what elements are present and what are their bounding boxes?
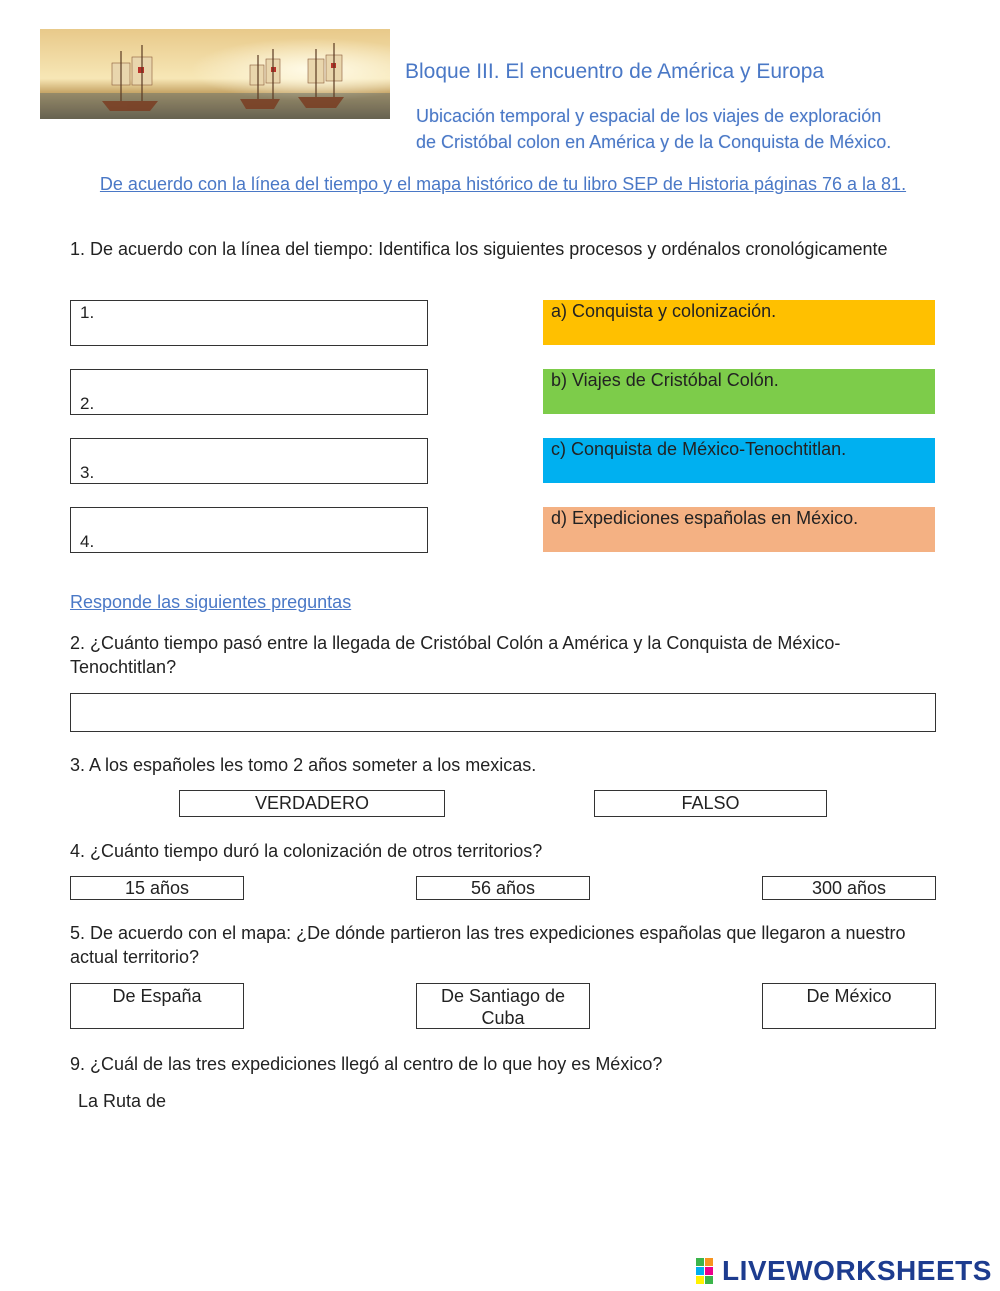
liveworksheets-logo [696,1254,992,1288]
option-b-viajes-colon[interactable] [543,369,935,414]
question-3-text: 3. A los españoles les tomo 2 años someter a los mexicas. [70,755,537,775]
answer-56-anos[interactable]: 56 años [416,876,590,900]
worksheet-title: Bloque III. El encuentro de América y Europa [405,60,825,83]
subtitle-line-2: de Cristóbal colon en América y de la Conquista de México. [416,132,892,152]
question-2-answer-input[interactable] [70,693,936,732]
question-1-text: 1. De acuerdo con la línea del tiempo: Identifica los siguientes procesos y ordénalos cronológicamente [70,239,888,259]
question-2-text: 2. ¿Cuánto tiempo pasó entre la llegada de Cristóbal Colón a América y la Conquista de México-Tenochtitlan? [70,633,841,677]
order-slot-label: 4. [80,532,95,551]
answer-de-espana[interactable]: De España [70,983,244,1029]
order-slot-label: 3. [80,463,95,482]
option-label: b) Viajes de Cristóbal Colón. [551,370,779,390]
option-a-conquista-colonizacion[interactable] [543,300,935,345]
answer-de-santiago-de-cuba[interactable]: De Santiago de Cuba [416,983,590,1029]
order-slot-label: 2. [80,394,95,413]
subtitle-line-1: Ubicación temporal y espacial de los viajes de exploración [416,106,882,126]
liveworksheets-logo-icon [696,1258,722,1284]
option-label: d) Expediciones españolas en México. [551,508,859,528]
order-slot-3[interactable] [70,438,428,484]
option-label: a) Conquista y colonización. [551,301,777,321]
option-label: c) Conquista de México-Tenochtitlan. [551,439,847,459]
worksheet-subtitle [416,103,956,155]
false-button[interactable]: FALSO [594,790,827,817]
instruction-text: De acuerdo con la línea del tiempo y el mapa histórico de tu libro SEP de Historia páginas 76 a la 81. [99,174,907,194]
order-slot-label: 1. [80,303,95,322]
option-c-conquista-tenochtitlan[interactable] [543,438,935,483]
order-slot-1[interactable] [70,300,428,346]
answer-15-anos[interactable]: 15 años [70,876,244,900]
answer-de-mexico[interactable]: De México [762,983,936,1029]
question-9-text: 9. ¿Cuál de las tres expediciones llegó al centro de lo que hoy es México? [70,1054,663,1074]
order-slot-2[interactable] [70,369,428,415]
responde-heading: Responde las siguientes preguntas [70,592,352,612]
ships-banner-image [40,29,390,119]
true-button[interactable]: VERDADERO [179,790,445,817]
question-9-answer-prefix: La Ruta de [78,1091,167,1111]
answer-300-anos[interactable]: 300 años [762,876,936,900]
question-4-text: 4. ¿Cuánto tiempo duró la colonización de otros territorios? [70,841,543,861]
order-slot-4[interactable] [70,507,428,553]
liveworksheets-logo-text: LIVEWORKSHEETS [722,1255,992,1286]
question-5-text: 5. De acuerdo con el mapa: ¿De dónde partieron las tres expediciones españolas que llegaron a nuestro actual territorio? [70,923,906,967]
option-d-expediciones[interactable] [543,507,935,552]
